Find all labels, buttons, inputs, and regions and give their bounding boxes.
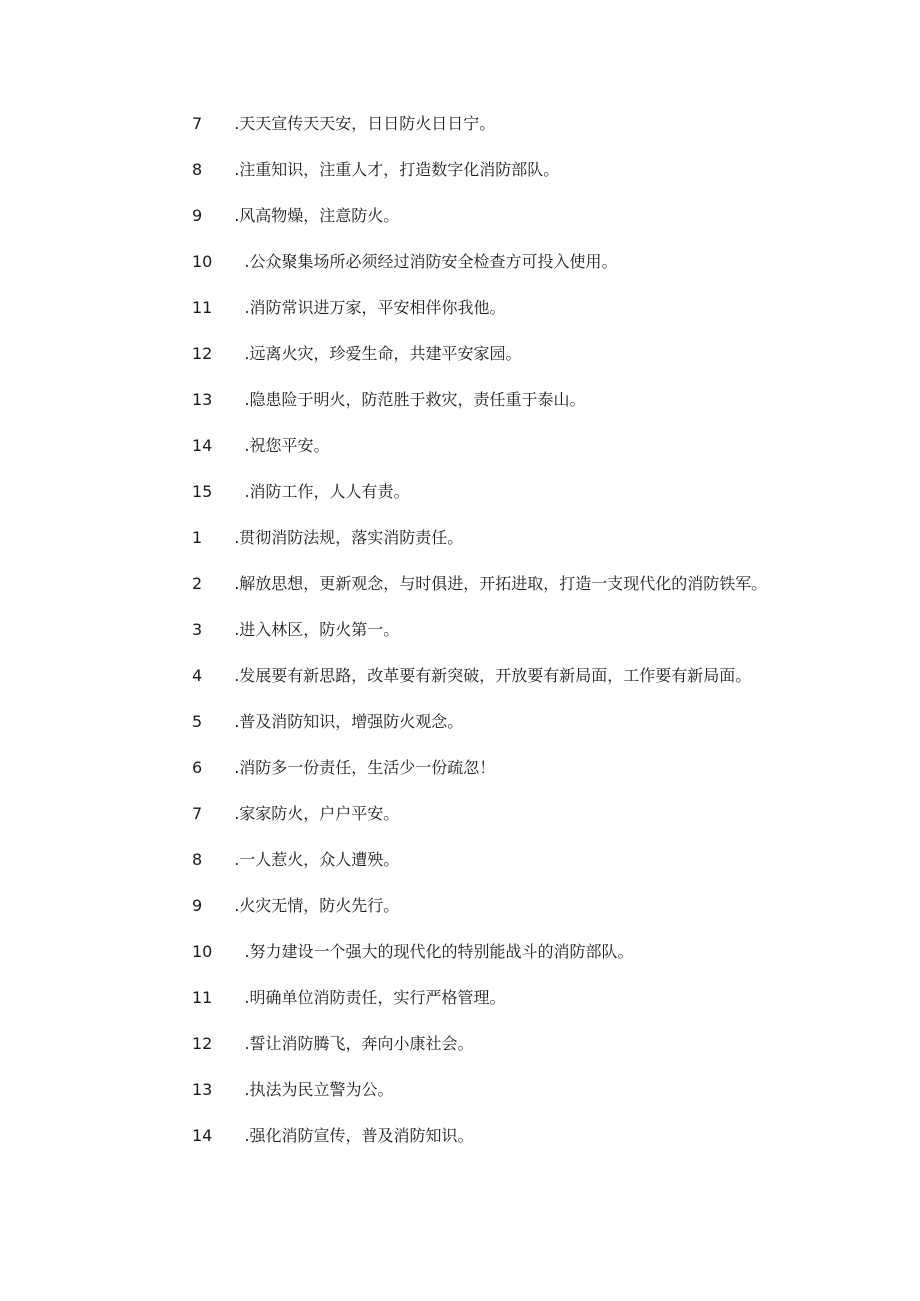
- item-text: 强化消防宣传，普及消防知识。: [249, 1126, 474, 1145]
- item-text: 家家防火，户户平安。: [239, 804, 400, 823]
- item-number: 9: [192, 896, 203, 915]
- item-separator: .: [234, 114, 240, 133]
- list-item: [140, 572, 790, 595]
- item-number: 7: [192, 114, 203, 133]
- item-text: 解放思想，更新观念，与时俱进，开拓进取，打造一支现代化的消防铁军。: [239, 574, 768, 593]
- item-separator: .: [234, 620, 240, 639]
- item-text: 努力建设一个强大的现代化的特别能战斗的消防部队。: [249, 942, 634, 961]
- item-text: 普及消防知识，增强防火观念。: [239, 712, 464, 731]
- list-item: [140, 664, 790, 687]
- item-separator: .: [234, 850, 240, 869]
- item-text: 消防工作，人人有责。: [249, 482, 410, 501]
- item-separator: .: [244, 1080, 250, 1099]
- list-item: [140, 526, 790, 549]
- item-separator: .: [234, 896, 240, 915]
- item-text: 祝您平安。: [249, 436, 330, 455]
- item-number: 12: [192, 1034, 213, 1053]
- item-number: 8: [192, 160, 203, 179]
- list-item: [140, 204, 790, 227]
- item-number: 12: [192, 344, 213, 363]
- item-number: 13: [192, 390, 213, 409]
- item-text: 誓让消防腾飞，奔向小康社会。: [249, 1034, 474, 1053]
- item-number: 9: [192, 206, 203, 225]
- item-text: 消防常识进万家，平安相伴你我他。: [249, 298, 506, 317]
- list-item: [140, 250, 790, 273]
- item-separator: .: [244, 298, 250, 317]
- list-item: [140, 756, 790, 779]
- list-item: [140, 158, 790, 181]
- item-separator: .: [234, 528, 240, 547]
- list-item: [140, 986, 790, 1009]
- list-item: [140, 480, 790, 503]
- item-number: 11: [192, 298, 213, 317]
- item-separator: .: [234, 758, 240, 777]
- list-item: [140, 1124, 790, 1147]
- item-text: 注重知识，注重人才，打造数字化消防部队。: [239, 160, 560, 179]
- item-number: 14: [192, 436, 213, 455]
- item-number: 4: [192, 666, 203, 685]
- list-item: [140, 112, 790, 135]
- item-text: 明确单位消防责任，实行严格管理。: [249, 988, 506, 1007]
- item-text: 执法为民立警为公。: [249, 1080, 394, 1099]
- list-item: [140, 434, 790, 457]
- item-separator: .: [244, 1126, 250, 1145]
- item-number: 5: [192, 712, 203, 731]
- item-separator: .: [244, 988, 250, 1007]
- item-separator: .: [234, 160, 240, 179]
- item-text: 远离火灾，珍爱生命，共建平安家园。: [249, 344, 522, 363]
- item-separator: .: [234, 804, 240, 823]
- list-item: [140, 618, 790, 641]
- item-separator: .: [234, 206, 240, 225]
- item-separator: .: [234, 712, 240, 731]
- item-separator: .: [244, 252, 250, 271]
- list-item: [140, 710, 790, 733]
- item-separator: .: [244, 942, 250, 961]
- item-text: 火灾无情，防火先行。: [239, 896, 400, 915]
- item-text: 贯彻消防法规，落实消防责任。: [239, 528, 464, 547]
- item-number: 13: [192, 1080, 213, 1099]
- item-separator: .: [244, 436, 250, 455]
- item-number: 2: [192, 574, 203, 593]
- list-item: [140, 894, 790, 917]
- list-item: [140, 802, 790, 825]
- list-item: [140, 342, 790, 365]
- item-text: 一人惹火，众人遭殃。: [239, 850, 400, 869]
- item-number: 10: [192, 252, 213, 271]
- list-item: [140, 1078, 790, 1101]
- item-separator: .: [244, 344, 250, 363]
- list-item: [140, 1032, 790, 1055]
- item-number: 1: [192, 528, 203, 547]
- item-text: 天天宣传天天安，日日防火日日宁。: [239, 114, 496, 133]
- item-number: 6: [192, 758, 203, 777]
- item-text: 消防多一份责任，生活少一份疏忽！: [239, 758, 496, 777]
- item-number: 10: [192, 942, 213, 961]
- item-text: 公众聚集场所必须经过消防安全检查方可投入使用。: [249, 252, 618, 271]
- item-text: 风高物燥，注意防火。: [239, 206, 400, 225]
- list-item: [140, 848, 790, 871]
- item-separator: .: [244, 390, 250, 409]
- item-separator: .: [244, 1034, 250, 1053]
- item-number: 15: [192, 482, 213, 501]
- item-separator: .: [244, 482, 250, 501]
- item-separator: .: [234, 666, 240, 685]
- item-separator: .: [234, 574, 240, 593]
- item-number: 8: [192, 850, 203, 869]
- item-text: 隐患险于明火，防范胜于救灾，责任重于泰山。: [249, 390, 586, 409]
- list-item: [140, 940, 790, 963]
- list-item: [140, 388, 790, 411]
- item-text: 发展要有新思路，改革要有新突破，开放要有新局面，工作要有新局面。: [239, 666, 752, 685]
- item-text: 进入林区，防火第一。: [239, 620, 400, 639]
- item-number: 7: [192, 804, 203, 823]
- item-number: 3: [192, 620, 203, 639]
- list-item: [140, 296, 790, 319]
- item-number: 14: [192, 1126, 213, 1145]
- item-number: 11: [192, 988, 213, 1007]
- slogan-list: [140, 112, 790, 1170]
